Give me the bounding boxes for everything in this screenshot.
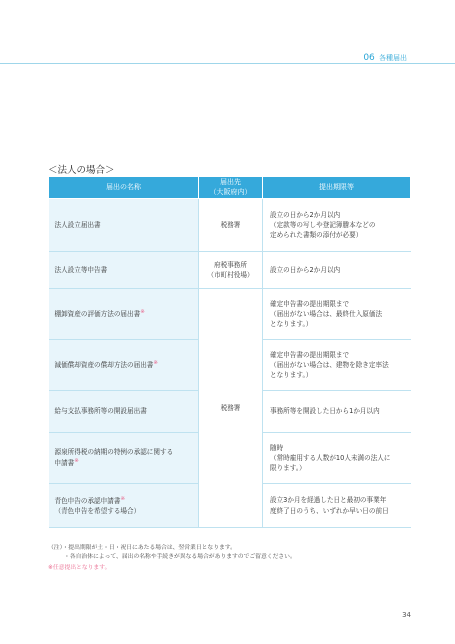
- optional-mark: ※: [153, 360, 159, 367]
- row-name-text-2: 申請書: [54, 459, 75, 468]
- optional-mark: ※: [140, 309, 145, 316]
- deadline-line: 度終了日のうち、いずれか早い日の前日: [270, 506, 389, 515]
- deadline-line: （常時雇用する人数が10人未満の法人に: [270, 453, 391, 462]
- destination-line1: 府税事務所: [214, 260, 247, 269]
- optional-mark: ※: [74, 458, 79, 465]
- row-name-line2: [55, 457, 193, 468]
- row-name-line1: [55, 447, 193, 457]
- header-deadline: 提出期限等: [263, 177, 411, 199]
- deadline-line: 設立の日から2か月以内: [270, 210, 341, 219]
- header-rule: [0, 63, 455, 64]
- row-deadline: [263, 252, 411, 289]
- header-destination-line1: 届出先: [220, 178, 241, 187]
- filing-table: [48, 176, 411, 528]
- merged-destination: 税務署: [199, 289, 263, 528]
- row-name-line2: （青色申告を希望する場合）: [54, 507, 141, 516]
- row-name-text: 法人設立届出書: [54, 220, 101, 229]
- deadline-line: 確定申告書の提出期限まで: [270, 299, 350, 308]
- row-deadline: [263, 340, 411, 391]
- row-deadline: [263, 289, 411, 340]
- deadline-line: 定められた書類の添付が必要）: [270, 231, 363, 240]
- deadline-line: 事務所等を開設した日から1か月以内: [270, 407, 380, 416]
- deadline-line: 確定申告書の提出期限まで: [270, 350, 350, 359]
- row-name-text: 給与支払事務所等の開設届出書: [54, 407, 147, 416]
- deadline-line: 設立3か月を経過した日と最初の事業年: [270, 496, 387, 505]
- row-name: [49, 340, 199, 391]
- deadline-line: （届出がない場合は、建物を除き定率法: [270, 360, 389, 369]
- row-name: [49, 484, 199, 528]
- row-name: [49, 199, 199, 252]
- row-name: [49, 433, 199, 484]
- row-destination: 税務署: [199, 199, 263, 252]
- row-name: [49, 391, 199, 433]
- row-name: [49, 252, 199, 289]
- optional-note: ※任意提出となります。: [48, 565, 111, 571]
- section-title: ＜法人の場合＞: [48, 165, 115, 176]
- optional-mark: ※: [120, 495, 126, 502]
- header-destination-line2: （大阪府内）: [209, 187, 252, 196]
- row-name: [49, 289, 199, 340]
- header-name: 届出の名称: [49, 177, 199, 199]
- row-name-text: 減価償却資産の償却方法の届出書: [54, 361, 154, 370]
- footnote-line2: ・各自治体によって、届出の名称や手続きが異なる場合がありますのでご留意ください。: [64, 553, 296, 560]
- section-number: 06: [363, 53, 375, 63]
- row-name-text: 源泉所得税の納期の特例の承認に関する: [54, 448, 174, 457]
- section-header: [363, 53, 407, 63]
- deadline-line: （定款等の写しや登記簿謄本などの: [270, 220, 376, 229]
- row-destination: [199, 252, 263, 289]
- footnote-line1: （注）・提出期限が土・日・祝日にあたる場合は、翌営業日となります。: [48, 545, 236, 551]
- row-name-text: 法人設立等申告書: [54, 265, 108, 274]
- table-row: [49, 252, 411, 289]
- table-row: [49, 199, 411, 252]
- section-header-title: 各種届出: [379, 54, 407, 62]
- row-name-line1: [55, 495, 193, 506]
- row-name-text: 棚卸資産の評価方法の届出書: [54, 310, 141, 319]
- row-deadline: [263, 433, 411, 484]
- destination-line2: （市町村役場）: [207, 271, 254, 279]
- header-destination: [199, 177, 263, 199]
- deadline-line: 設立の日から2か月以内: [270, 265, 341, 274]
- table-header-row: [49, 177, 411, 199]
- footnote: [48, 544, 296, 562]
- table-row: [49, 289, 411, 340]
- page-number: 34: [402, 611, 411, 619]
- deadline-line: 随時: [270, 443, 284, 452]
- deadline-line: 限ります。）: [270, 464, 306, 473]
- row-deadline: [263, 484, 411, 528]
- deadline-line: （届出がない場合は、最終仕入原価法: [270, 309, 383, 318]
- row-deadline: [263, 391, 411, 433]
- deadline-line: となります。）: [270, 320, 313, 329]
- deadline-line: となります。）: [270, 371, 313, 380]
- row-deadline: [263, 199, 411, 252]
- row-name-text: 青色申告の承認申請書: [54, 496, 121, 505]
